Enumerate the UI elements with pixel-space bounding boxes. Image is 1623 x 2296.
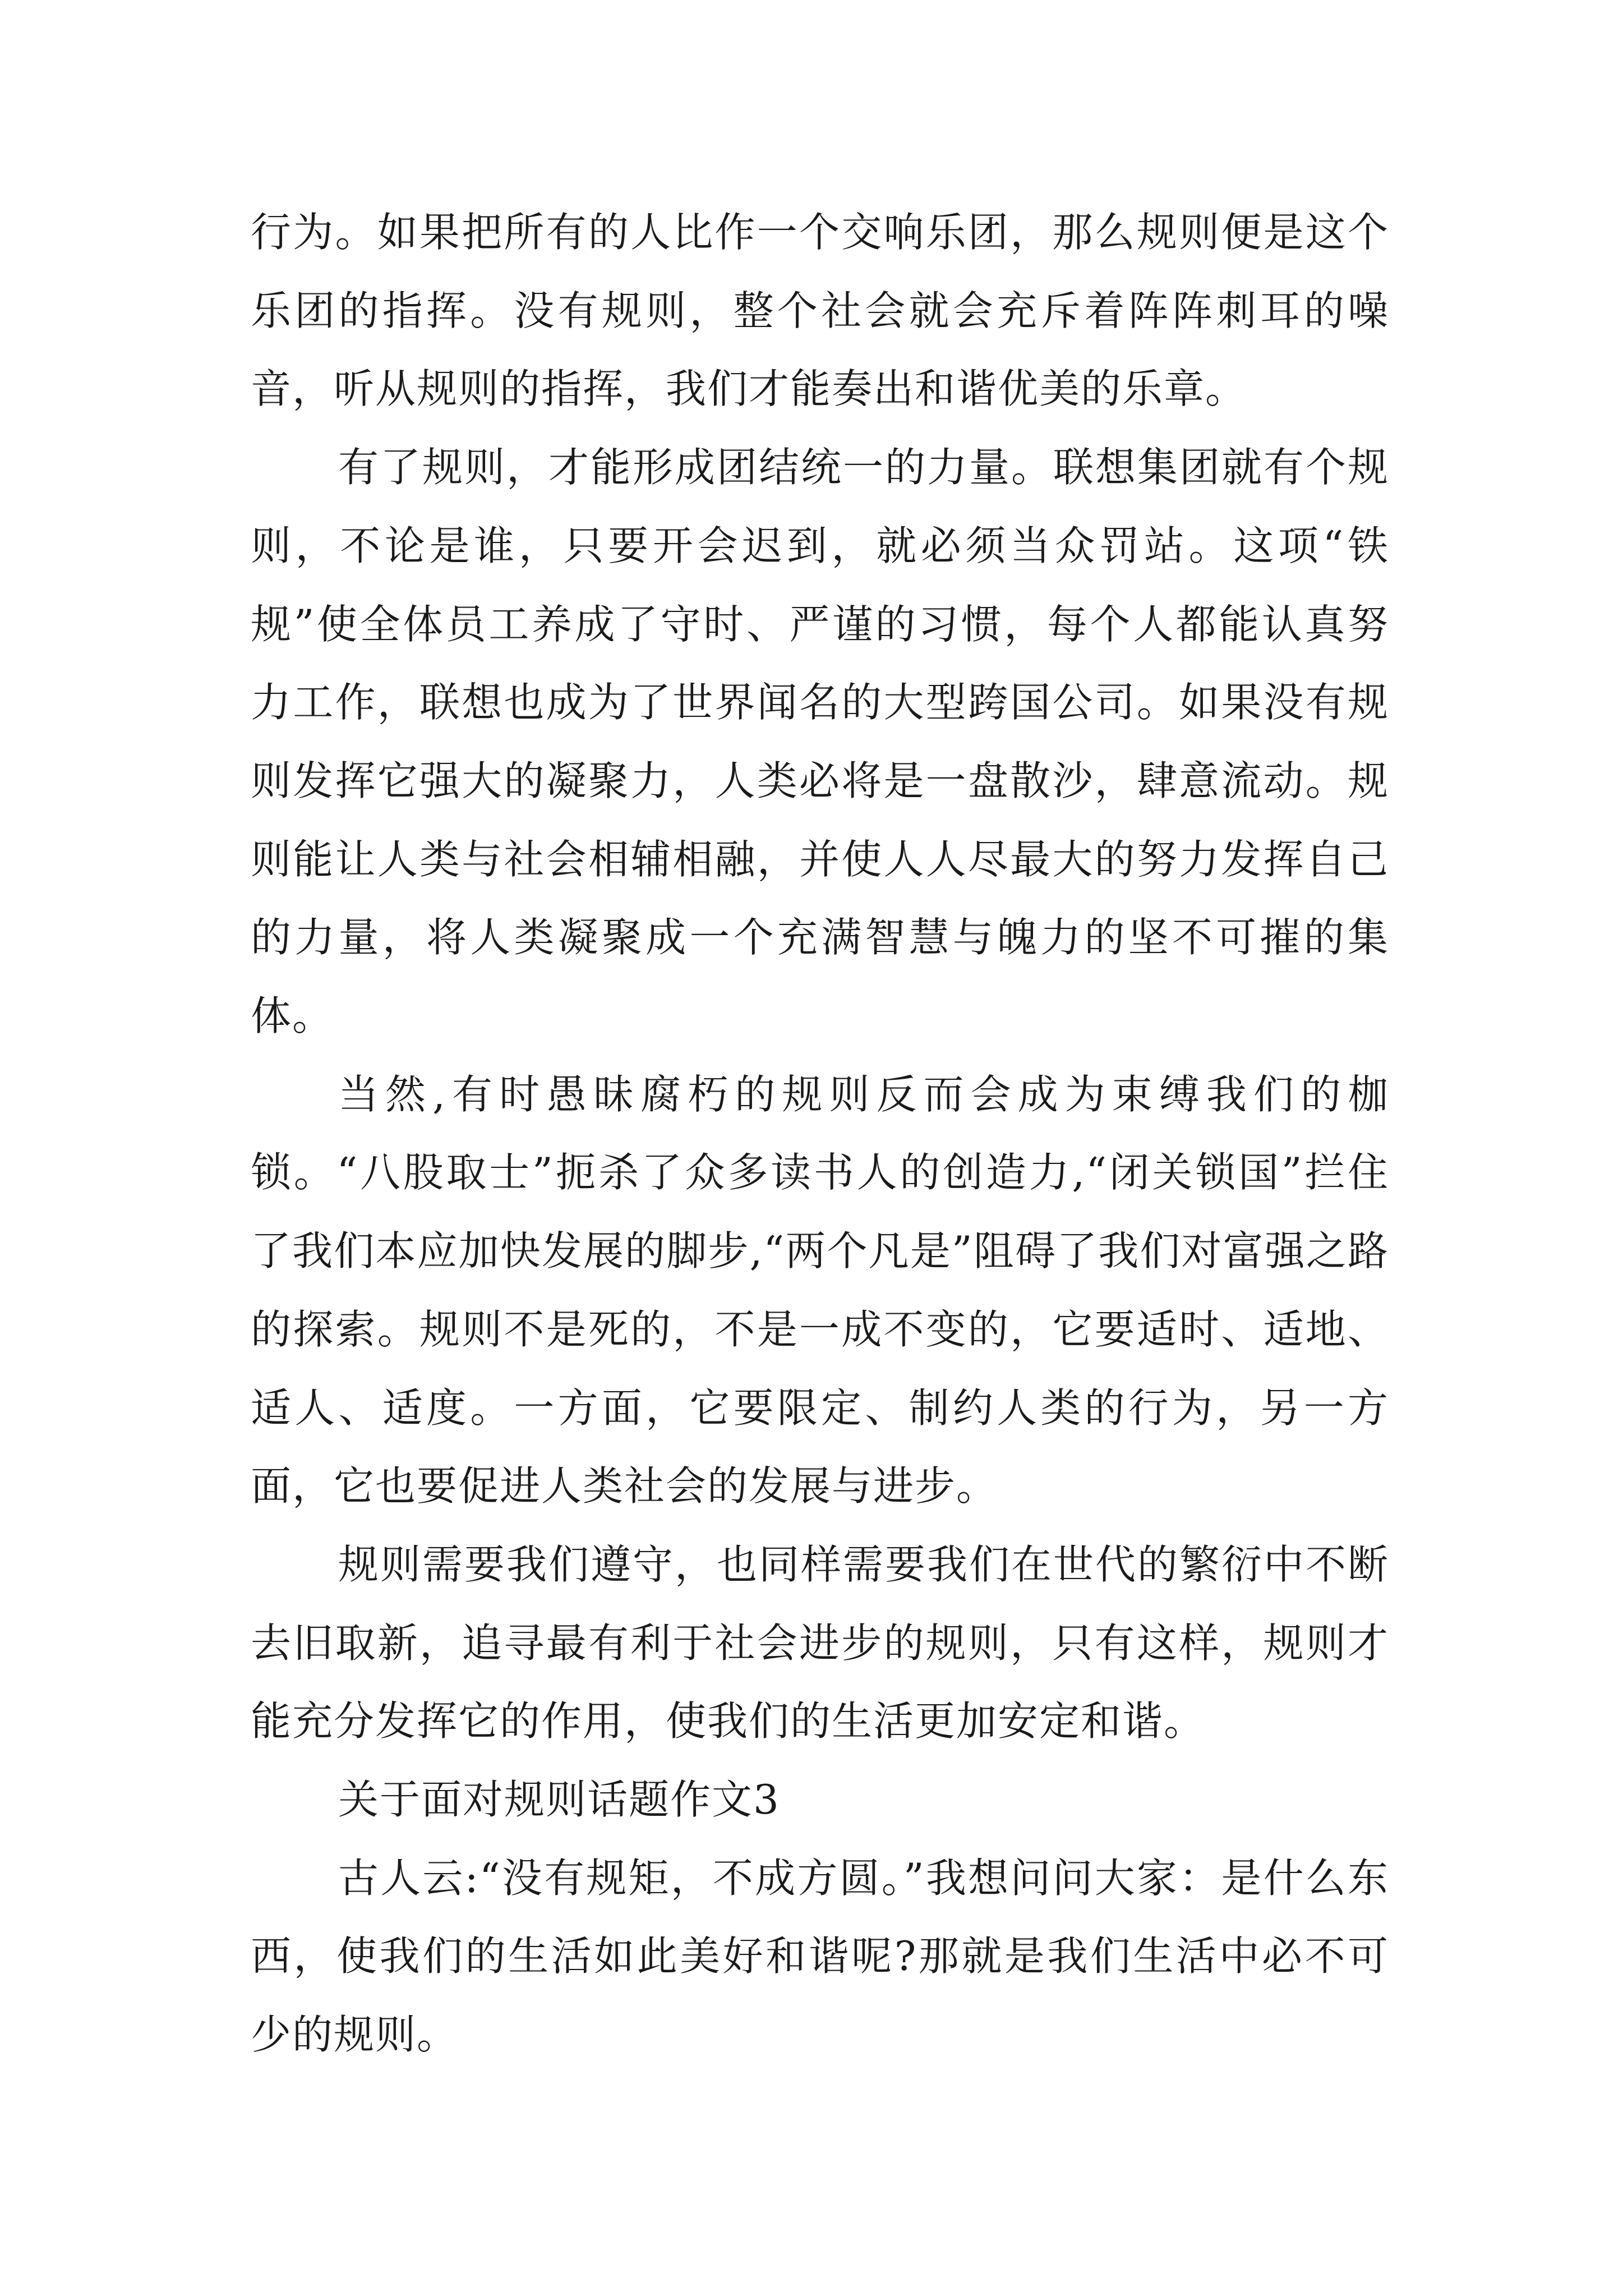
paragraph-4: 规则需要我们遵守，也同样需要我们在世代的繁衍中不断去旧取新，追寻最有利于社会进步的规则，只有这样，规则才能充分发挥它的作用，使我们的生活更加安定和谐。: [251, 1540, 1389, 1745]
document-body: [251, 194, 1389, 2074]
paragraph-1: 行为。如果把所有的人比作一个交响乐团，那么规则便是这个乐团的指挥。没有规则，整个社会就会充斥着阵阵刺耳的噪音，听从规则的指挥，我们才能奏出和谐优美的乐章。: [251, 209, 1389, 413]
section-heading: 关于面对规则话题作文3: [338, 1776, 780, 1824]
paragraph-2: 有了规则，才能形成团结统一的力量。联想集团就有个规则，不论是谁，只要开会迟到，就必须当众罚站。这项“铁规”使全体员工养成了守时、严谨的习惯，每个人都能认真努力工作，联想也成为了世界闻名的大型跨国公司。如果没有规则发挥它强大的凝聚力，人类必将是一盘散沙，肆意流动。规则能让人类与社会相辅相融，并使人人尽最大的努力发挥自己的力量，将人类凝聚成一个充满智慧与魄力的坚不可摧的集体。: [251, 444, 1389, 1040]
paragraph-5: 古人云:“没有规矩，不成方圆。”我想问问大家：是什么东西，使我们的生活如此美好和谐呢?那就是我们生活中必不可少的规则。: [251, 1854, 1389, 2059]
paragraph-3: 当然,有时愚昧腐朽的规则反而会成为束缚我们的枷锁。“八股取士”扼杀了众多读书人的创造力,“闭关锁国”拦住了我们本应加快发展的脚步,“两个凡是”阻碍了我们对富强之路的探索。规则不是死的，不是一成不变的，它要适时、适地、适人、适度。一方面，它要限定、制约人类的行为，另一方面，它也要促进人类社会的发展与进步。: [251, 1070, 1389, 1510]
